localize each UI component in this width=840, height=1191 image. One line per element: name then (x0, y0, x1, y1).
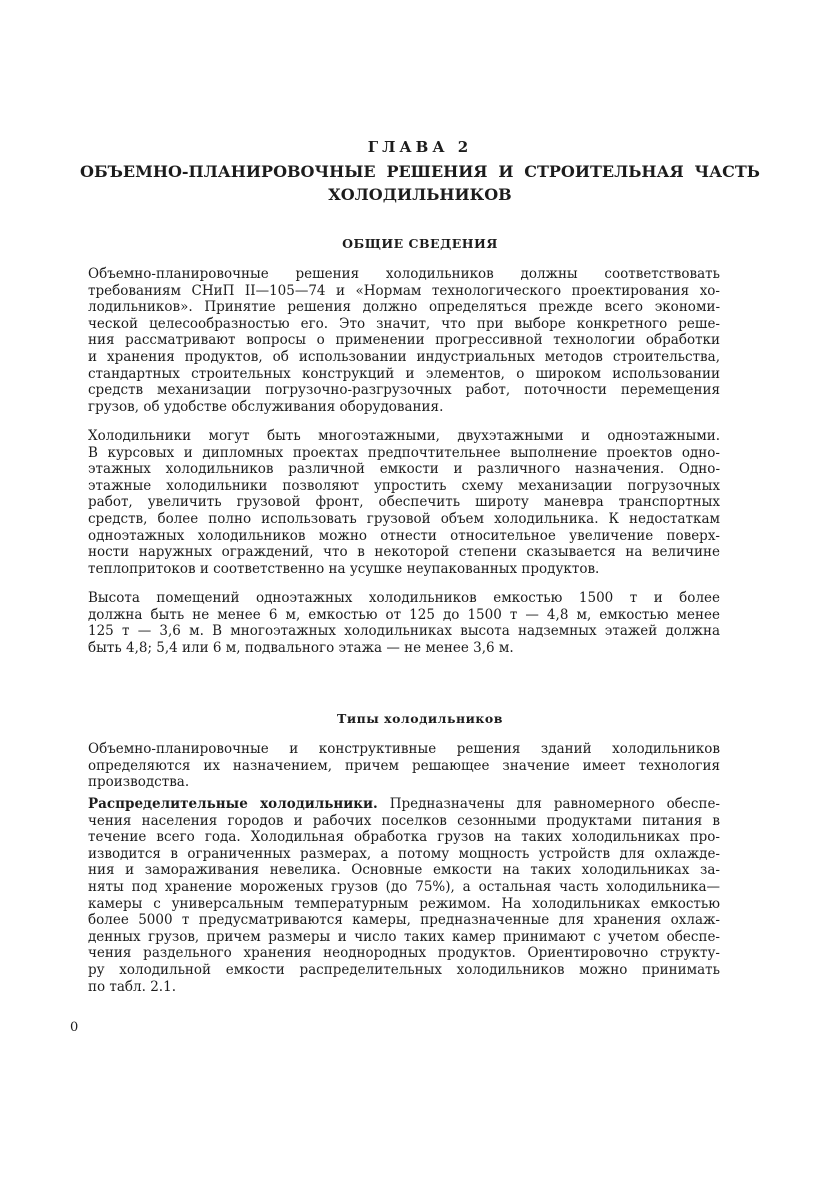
text-line: и хранения продуктов, об использовании индустриальных методов строительства, (88, 348, 720, 365)
paragraph-lead: Распределительные холодильники. (88, 796, 378, 812)
text-line: одноэтажных холодильников можно отнести относительное увеличение поверх- (88, 527, 720, 544)
text-line: ческой целесообразностью его. Это значит, что при выборе конкретного реше- (88, 315, 720, 332)
chapter-title (80, 160, 760, 206)
section-heading-general: ОБЩИЕ СВЕДЕНИЯ (342, 236, 498, 251)
text-line: течение всего года. Холодильная обработка грузов на таких холодильниках про- (88, 829, 720, 846)
text-line: Холодильники могут быть многоэтажными, двухэтажными и одноэтажными. (88, 428, 720, 444)
paragraph (88, 796, 720, 995)
text-line: должна быть не менее 6 м, емкостью от 125 до 1500 т — 4,8 м, емкостью менее (88, 606, 720, 623)
text-line: ния и замораживания невелика. Основные емкости на таких холодильниках за- (88, 862, 720, 879)
text-line: средств механизации погрузочно-разгрузочных работ, поточности перемещения (88, 382, 720, 399)
text-line: более 5000 т предусматриваются камеры, предназначенные для хранения охлаж- (88, 912, 720, 929)
text-line: производства. (88, 774, 190, 791)
text-line: чения раздельного хранения неоднородных продуктов. Ориентировочно структу- (88, 945, 720, 962)
chapter-title-line1: ОБЪЕМНО-ПЛАНИРОВОЧНЫЕ РЕШЕНИЯ И СТРОИТЕЛЬНАЯ ЧАСТЬ (80, 162, 760, 181)
text-line: денных грузов, причем размеры и число таких камер принимают с учетом обеспе- (88, 928, 720, 945)
paragraph (88, 266, 720, 415)
text-line: Объемно-планировочные и конструктивные решения зданий холодильников (88, 741, 720, 757)
paragraph (88, 590, 720, 656)
text-line: изводится в ограниченных размерах, а потому мощность устройств для охлажде- (88, 845, 720, 862)
text-line: определяются их назначением, причем решающее значение имеет технология (88, 757, 720, 774)
page-number: 0 (70, 1020, 79, 1035)
text-line: 125 т — 3,6 м. В многоэтажных холодильниках высота надземных этажей должна (88, 623, 720, 640)
text-line (88, 796, 720, 813)
text-line: стандартных строительных конструкций и элементов, о широком использовании (88, 365, 720, 382)
paragraph (88, 741, 720, 791)
text-line: работ, увеличить грузовой фронт, обеспечить широту маневра транспортных (88, 494, 720, 511)
text-line: ния рассматривают вопросы о применении прогрессивной технологии обработки (88, 332, 720, 349)
text-line: по табл. 2.1. (88, 978, 176, 995)
text-line: быть 4,8; 5,4 или 6 м, подвального этажа — не менее 3,6 м. (88, 639, 514, 656)
text-line: камеры с универсальным температурным режимом. На холодильниках емкостью (88, 895, 720, 912)
text-line: лодильников». Принятие решения должно определяться прежде всего экономи- (88, 299, 720, 316)
chapter-title-line2: ХОЛОДИЛЬНИКОВ (328, 185, 512, 204)
paragraph-lead-rest: Предназначены для равномерного обеспе- (377, 796, 720, 812)
text-line: Высота помещений одноэтажных холодильников емкостью 1500 т и более (88, 590, 720, 606)
text-line: чения населения городов и рабочих поселков сезонными продуктами питания в (88, 812, 720, 829)
text-line: Объемно-планировочные решения холодильников должны соответствовать (88, 266, 720, 282)
text-line: ности наружных ограждений, что в некоторой степени сказывается на величине (88, 544, 720, 561)
text-line: грузов, об удобстве обслуживания оборудования. (88, 398, 444, 415)
text-line: этажные холодильники позволяют упростить схему механизации погрузочных (88, 477, 720, 494)
text-line: теплопритоков и соответственно на усушке неупакованных продуктов. (88, 560, 600, 577)
chapter-label: ГЛАВА 2 (367, 138, 473, 156)
text-line: этажных холодильников различной емкости и различного назначения. Одно- (88, 461, 720, 478)
text-line: ру холодильной емкости распределительных холодильников можно принимать (88, 961, 720, 978)
text-line: няты под хранение мороженых грузов (до 75%), а остальная часть холодильника— (88, 878, 720, 895)
section-heading-types: Типы холодильников (337, 711, 503, 726)
text-line: требованиям СНиП II—105—74 и «Нормам технологического проектирования хо- (88, 282, 720, 299)
text-line: средств, более полно использовать грузовой объем холодильника. К недостаткам (88, 510, 720, 527)
paragraph (88, 428, 720, 577)
text-line: В курсовых и дипломных проектах предпочтительнее выполнение проектов одно- (88, 444, 720, 461)
